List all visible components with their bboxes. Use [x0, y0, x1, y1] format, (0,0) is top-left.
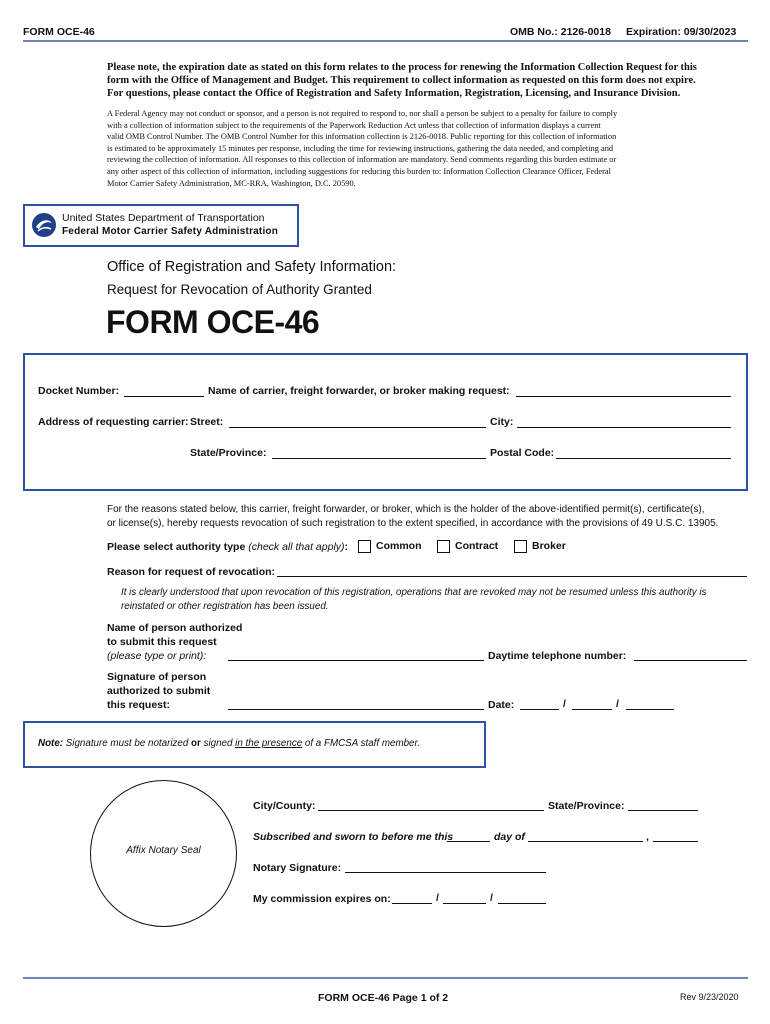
contract-label: Contract [455, 540, 499, 552]
common-label: Common [376, 540, 422, 552]
date-day-field[interactable] [572, 709, 612, 710]
note-box [23, 721, 486, 768]
reasons-line: or license(s), hereby requests revocation of such registration to the extent specified, in accordance with the provisions of 49 U.S.C. 13905. [107, 518, 719, 529]
signature-label-line: this request: [107, 699, 171, 711]
postal-field[interactable] [556, 458, 731, 459]
carrier-name-label: Name of carrier, freight forwarder, or broker making request: [208, 385, 510, 397]
address-label: Address of requesting carrier: [38, 416, 189, 428]
notary-state-field[interactable] [628, 810, 698, 811]
burden-line: reviewing the collection of information. All responses to this collection of information are mandatory. Send comments regarding this burden estimate or [107, 155, 617, 165]
acknowledgement-line: reinstated or other registration has been issued. [121, 601, 329, 612]
date-slash: / [563, 698, 566, 710]
note-presence: in the presence [235, 738, 303, 749]
acknowledgement-line: It is clearly understood that upon revocation of this registration, operations that are revoked may not be resumed unless this authority is [121, 587, 707, 598]
notice-line: For questions, please contact the Office of Registration and Safety Information, Registration, Licensing, and Insurance Division. [107, 88, 681, 99]
note-or: or [191, 738, 201, 749]
footer-rule [23, 977, 748, 979]
commission-slash: / [436, 892, 439, 904]
reasons-paragraph [107, 503, 718, 531]
dot-logo-icon [31, 212, 57, 238]
date-year-field[interactable] [626, 709, 674, 710]
city-label: City: [490, 416, 514, 428]
date-label: Date: [488, 699, 515, 711]
broker-label: Broker [532, 540, 566, 552]
common-checkbox[interactable] [358, 540, 371, 553]
city-county-field[interactable] [318, 810, 544, 811]
expiration-notice [107, 61, 722, 100]
state-field[interactable] [272, 458, 486, 459]
burden-statement [107, 108, 722, 189]
commission-month-field[interactable] [392, 903, 432, 904]
city-county-label: City/County: [253, 800, 316, 812]
note-text-part: of a FMCSA staff member. [302, 738, 421, 749]
omb-number: OMB No.: 2126-0018 [510, 26, 611, 38]
broker-checkbox[interactable] [514, 540, 527, 553]
burden-line: with a collection of information subject to the requirements of the Paperwork Reduction Act unless that collection of information displays a current [107, 120, 601, 130]
form-title: FORM OCE-46 [106, 304, 320, 340]
agency-admin: Federal Motor Carrier Safety Administration [62, 226, 279, 237]
notary-signature-label: Notary Signature: [253, 862, 342, 874]
header-rule [23, 40, 748, 42]
notice-line: form with the Office of Management and Budget. This requirement to collect information as requested on this form does not expire. [107, 75, 696, 86]
person-label-hint: (please type or print): [107, 650, 207, 662]
form-id-header: FORM OCE-46 [23, 26, 95, 38]
carrier-name-field[interactable] [516, 396, 731, 397]
reason-field[interactable] [277, 576, 747, 577]
docket-label: Docket Number: [38, 385, 120, 397]
burden-line: any other aspect of this collection of information, including suggestions for reducing this burden to: Information Collection Clearance Officer, Federal [107, 166, 611, 176]
burden-line: Motor Carrier Safety Administration, MC-RRA, Washington, D.C. 20590. [107, 178, 356, 188]
expiration-date: Expiration: 09/30/2023 [626, 26, 737, 38]
notary-signature-field[interactable] [345, 872, 546, 873]
subscribed-year-field[interactable] [653, 841, 698, 842]
signature-label-line: Signature of person [107, 671, 207, 683]
commission-year-field[interactable] [498, 903, 546, 904]
commission-day-field[interactable] [443, 903, 486, 904]
burden-line: A Federal Agency may not conduct or sponsor, and a person is not required to respond to, nor shall a person be subject to a penalty for failure to comply [107, 109, 618, 118]
note-text [38, 738, 420, 749]
agency-box [23, 204, 299, 247]
signature-label [107, 670, 210, 712]
docket-field[interactable] [124, 396, 204, 397]
revocation-acknowledgement [121, 586, 706, 614]
burden-line: valid OMB Control Number. The OMB Control Number for this information collection is 2126-0018. Public reporting for this collection of information [107, 132, 617, 142]
authorized-person-label [107, 621, 242, 663]
city-field[interactable] [517, 427, 731, 428]
reasons-line: For the reasons stated below, this carrier, freight forwarder, or broker, which is the holder of the above-identified permit(s), certificate(s), [107, 504, 705, 515]
subscribed-day-field[interactable] [447, 841, 490, 842]
authority-hint: (check all that apply) [248, 541, 345, 553]
signature-label-line: authorized to submit [107, 685, 211, 697]
agency-dept: United States Department of Transportation [62, 212, 265, 224]
subscribed-label: Subscribed and sworn to before me this [253, 831, 454, 843]
postal-label: Postal Code: [490, 447, 555, 459]
authorized-person-field[interactable] [228, 660, 484, 661]
revision-date: Rev 9/23/2020 [680, 992, 739, 1002]
phone-label: Daytime telephone number: [488, 650, 627, 662]
note-text-part: signed [200, 738, 236, 749]
burden-line: is estimated to be approximately 15 minutes per response, including the time for reviewing instructions, gathering the data needed, and completing and [107, 143, 614, 153]
reason-label: Reason for request of revocation: [107, 566, 276, 578]
street-field[interactable] [229, 427, 486, 428]
date-month-field[interactable] [520, 709, 559, 710]
notary-state-label: State/Province: [548, 800, 625, 812]
subscribed-comma: , [646, 831, 649, 843]
street-label: Street: [190, 416, 224, 428]
signature-field[interactable] [228, 709, 484, 710]
day-of-label: day of [494, 831, 525, 843]
subscribed-month-field[interactable] [528, 841, 643, 842]
authority-colon: : [344, 541, 349, 553]
date-slash: / [616, 698, 619, 710]
notary-seal-label: Affix Notary Seal [126, 845, 201, 856]
commission-label: My commission expires on: [253, 893, 391, 905]
note-text-part: Signature must be notarized [63, 738, 192, 749]
contract-checkbox[interactable] [437, 540, 450, 553]
request-title: Request for Revocation of Authority Granted [107, 282, 372, 297]
note-label: Note: [38, 738, 64, 749]
authority-label-text: Please select authority type [107, 541, 246, 553]
office-title: Office of Registration and Safety Information: [107, 259, 397, 275]
state-label: State/Province: [190, 447, 267, 459]
person-label-line: to submit this request [107, 636, 217, 648]
person-label-line: Name of person authorized [107, 622, 243, 634]
authority-type-label [107, 541, 348, 553]
page-number: FORM OCE-46 Page 1 of 2 [318, 992, 449, 1004]
commission-slash: / [490, 892, 493, 904]
notice-line: Please note, the expiration date as stated on this form relates to the process for renewing the Information Collection Request for this [107, 62, 697, 73]
phone-field[interactable] [634, 660, 747, 661]
